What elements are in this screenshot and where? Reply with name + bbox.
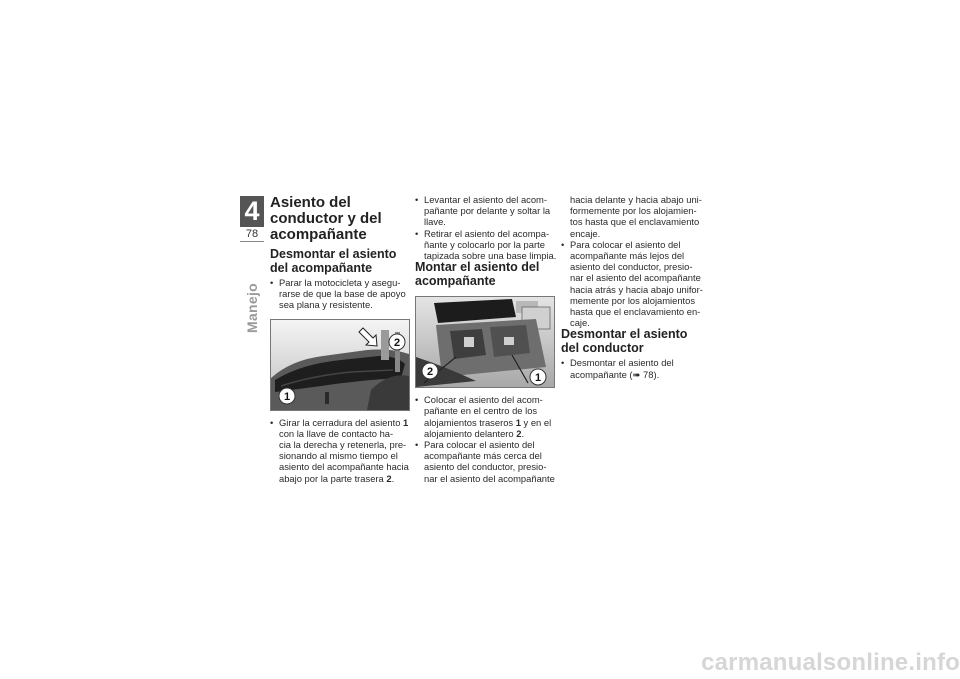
subsection-title-remove-rider-seat: Desmontar el asiento del conductor bbox=[561, 327, 688, 355]
step-lift-seat: • Levantar el asiento del acom- pañante por delante y soltar la llave. bbox=[415, 194, 557, 228]
step-seat-farther: • Para colocar el asiento del acompañante más lejos del asiento del conductor, presio- nar el asiento del acompañante hacia atrás y hacia abajo unifor- memente por los alojamientos hasta que el enclavamiento en- caje. bbox=[561, 239, 703, 329]
figure-label-1: 1 bbox=[534, 372, 542, 385]
chapter-number-tab: 4 bbox=[240, 196, 264, 227]
steps-list-5 bbox=[561, 239, 703, 329]
figure-seat-mounts bbox=[415, 296, 555, 388]
steps-list-1 bbox=[270, 277, 412, 311]
subsection-title-install-passenger-seat: Montar el asiento del acompañante bbox=[415, 260, 540, 288]
figure-label-1: 1 bbox=[283, 390, 291, 403]
steps-list-2 bbox=[270, 417, 412, 484]
step-seat-closer-continued: hacia delante y hacia abajo uni- formemente por los alojamien- tos hasta que el enclavamiento encaje. bbox=[570, 194, 702, 239]
watermark: carmanualsonline.info bbox=[701, 649, 960, 676]
step-remove-seat: • Retirar el asiento del acompa- ñante y colocarlo por la parte tapizada sobre una base limpia. bbox=[415, 228, 557, 262]
step-remove-passenger-seat-ref: • Desmontar el asiento del acompañante (➠ 78). bbox=[561, 357, 703, 379]
column-2 bbox=[415, 194, 557, 484]
steps-list-4 bbox=[415, 394, 557, 484]
figure-label-2: 2 bbox=[426, 366, 434, 379]
subsection-title-remove-passenger-seat: Desmontar el asiento del acompañante bbox=[270, 247, 397, 275]
section-title: Asiento del conductor y del acompañante bbox=[270, 194, 382, 243]
figure-label-2: 2 bbox=[393, 336, 401, 349]
figure-seat-lock bbox=[270, 319, 410, 411]
chapter-name: Manejo bbox=[244, 282, 260, 334]
page-reference-arrow-icon: ➠ bbox=[632, 368, 641, 380]
page-number: 78 bbox=[245, 228, 259, 240]
steps-list-6 bbox=[561, 357, 703, 379]
step-place-seat: • Colocar el asiento del acom- pañante en el centro de los alojamientos traseros 1 y en el alojamiento delantero 2. bbox=[415, 394, 557, 439]
tab-divider bbox=[240, 241, 264, 242]
column-1 bbox=[270, 195, 412, 484]
steps-list-3 bbox=[415, 194, 557, 261]
step-seat-closer: • Para colocar el asiento del acompañante más cerca del asiento del conductor, presio- nar el asiento del acompañante bbox=[415, 439, 557, 484]
page-reference[interactable]: 78 bbox=[643, 368, 654, 380]
step-park-motorcycle: • Parar la motocicleta y asegu- rarse de que la base de apoyo sea plana y resistente. bbox=[270, 277, 412, 311]
step-turn-lock: • Girar la cerradura del asiento 1 con la llave de contacto ha- cia la derecha y retenerla, pre- sionando al mismo tiempo el asiento del acompañante hacia abajo por la parte trasera 2. bbox=[270, 417, 412, 484]
column-3 bbox=[561, 194, 703, 380]
